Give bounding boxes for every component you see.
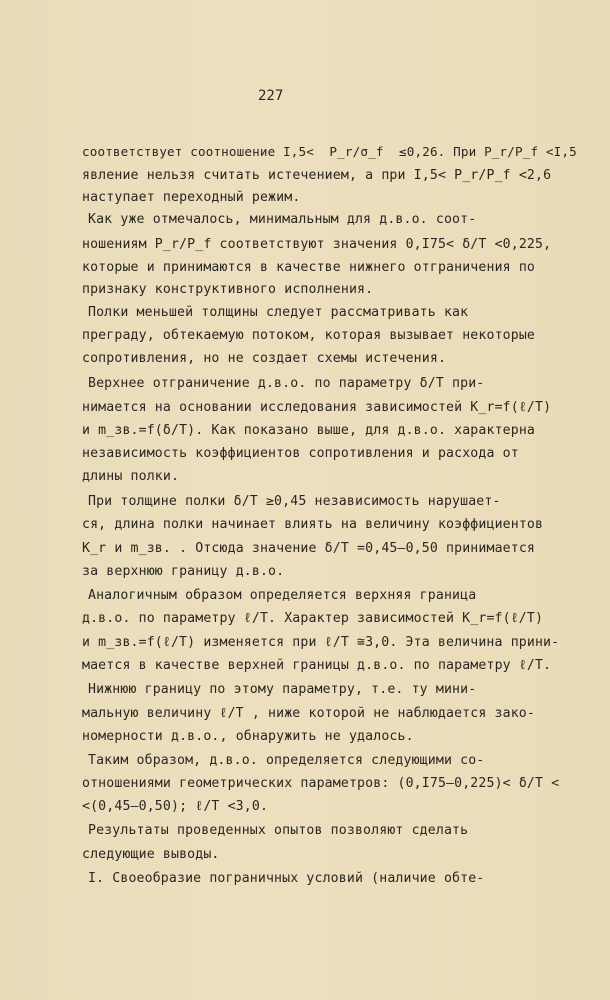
text-line: Как уже отмечалось, минимальным для д.в.о. соот- (88, 212, 477, 227)
text-line: явление нельзя считать истечением, а при I,5< P_r/P_f <2,6 (82, 168, 552, 183)
text-line: нимается на основании исследования зависимостей K_r=f(ℓ/T) (82, 400, 552, 415)
text-line: ношениям P_r/P_f соответствуют значения 0,I75< δ/T <0,225, (82, 237, 552, 252)
text-line: Полки меньшей толщины следует рассматривать как (88, 305, 469, 320)
text-line: д.в.о. по параметру ℓ/T. Характер зависимостей K_r=f(ℓ/T) (82, 611, 544, 626)
text-line: Верхнее отграничение д.в.о. по параметру δ/T при- (88, 376, 485, 391)
text-line: независимость коэффициентов сопротивления и расхода от (82, 446, 519, 461)
text-line: сопротивления, но не создает схемы истечения. (82, 351, 447, 366)
text-line: Результаты проведенных опытов позволяют сделать (88, 823, 469, 838)
text-line: за верхнюю границу д.в.о. (82, 564, 285, 579)
text-line: Нижнюю границу по этому параметру, т.е. ту мини- (88, 682, 477, 697)
text-line: I. Своеобразие пограничных условий (наличие обте- (88, 871, 485, 886)
text-line: и m_зв.=f(ℓ/T) изменяется при ℓ/T ≅3,0. Эта величина прини- (82, 635, 560, 650)
text-line: ся, длина полки начинает влиять на величину коэффициентов (82, 517, 544, 532)
text-line: признаку конструктивного исполнения. (82, 282, 374, 297)
text-line: длины полки. (82, 469, 180, 484)
text-line: и m_зв.=f(δ/T). Как показано выше, для д.в.о. характерна (82, 423, 536, 438)
text-line: <(0,45–0,50); ℓ/T <3,0. (82, 799, 269, 814)
text-line: K_r и m_зв. . Отсюда значение δ/T =0,45–0,50 принимается (82, 541, 536, 556)
text-line: наступает переходный режим. (82, 190, 301, 205)
page-number: 227 (258, 88, 284, 104)
text-line: Аналогичным образом определяется верхняя граница (88, 588, 477, 603)
text-line: мальную величину ℓ/T , ниже которой не наблюдается зако- (82, 706, 535, 721)
text-line: отношениями геометрических параметров: (0,I75–0,225)< δ/T < (82, 776, 560, 791)
text-line: мается в качестве верхней границы д.в.о. по параметру ℓ/T. (82, 658, 552, 673)
text-line: следующие выводы. (82, 847, 220, 862)
text-line: номерности д.в.о., обнаружить не удалось. (82, 729, 414, 744)
text-line: Таким образом, д.в.о. определяется следующими со- (88, 753, 485, 768)
text-line: При толщине полки δ/T ≥0,45 независимость нарушает- (88, 494, 501, 509)
text-line: которые и принимаются в качестве нижнего отграничения по (82, 260, 536, 275)
text-line: преграду, обтекаемую потоком, которая вызывает некоторые (82, 328, 536, 343)
text-line: соответствует соотношение I,5< P_r/σ_f ≤0,26. При P_r/P_f <I,5 (82, 144, 577, 159)
